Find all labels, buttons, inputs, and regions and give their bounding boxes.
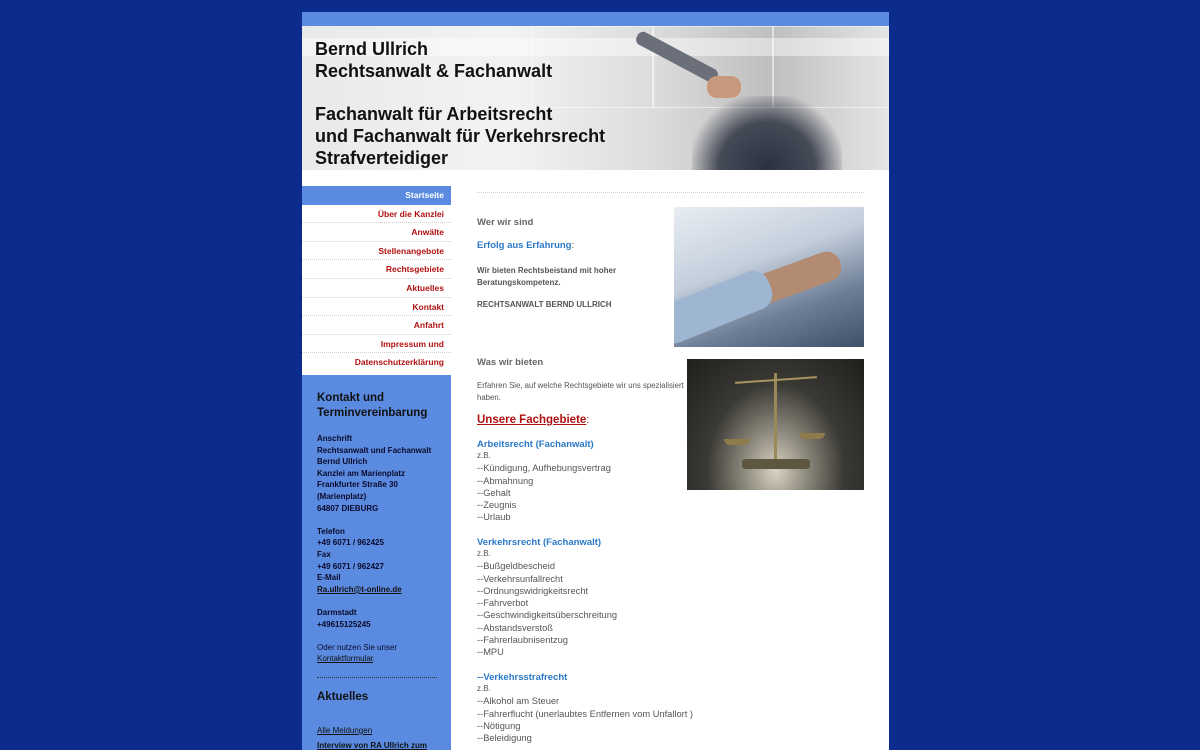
work-law-item: --Gehalt <box>477 487 511 498</box>
criminal-law-item: --Fahrerflucht (unerlaubtes Entfernen vom Unfallort ) <box>477 708 693 719</box>
news-item-link[interactable]: Interview von RA Ullrich zum <box>317 741 427 750</box>
nav-item-startseite[interactable]: Startseite <box>302 186 451 205</box>
specialty-line-1: Fachanwalt für Arbeitsrecht <box>315 104 553 124</box>
header-person-image <box>692 96 842 170</box>
traffic-law-zb: z.B. <box>477 549 491 558</box>
main-navigation <box>302 186 451 367</box>
criminal-law-prefix: -- <box>477 672 484 683</box>
section-offer-title: Was wir bieten <box>477 357 544 368</box>
traffic-law-item: --Fahrverbot <box>477 598 529 609</box>
email-link[interactable]: Ra.ullrich@t-online.de <box>317 584 402 594</box>
traffic-law-item: --Fahrerlaubnisentzug <box>477 635 568 646</box>
intro-line-1: Wir bieten Rechtsbeistand mit hoher <box>477 266 617 275</box>
fax-label: Fax <box>317 549 331 559</box>
criminal-law-item: --Beleidigung <box>477 733 532 744</box>
handshake-image <box>707 76 741 98</box>
header-banner <box>302 26 889 170</box>
handshake-photo <box>674 207 864 347</box>
sidebar-divider <box>317 677 437 678</box>
spacer <box>317 630 437 642</box>
traffic-law-title: Verkehrsrecht (Fachanwalt) <box>477 537 602 548</box>
second-city: Darmstadt <box>317 607 357 617</box>
news-heading: Aktuelles <box>317 690 369 703</box>
criminal-law-zb: z.B. <box>477 684 491 693</box>
top-accent-bar <box>302 12 889 26</box>
address-line: 64807 DIEBURG <box>317 503 379 513</box>
offer-line-1: Erfahren Sie, auf welche Rechtsgebiete wir uns spezialisiert <box>477 381 684 390</box>
nav-item-aktuelles[interactable]: Aktuelles <box>302 279 451 298</box>
specialty-line-3: Strafverteidiger <box>315 148 449 168</box>
site-owner-name: Bernd Ullrich <box>315 39 429 59</box>
fax-number: +49 6071 / 962427 <box>317 561 384 571</box>
tagline-colon: : <box>571 240 575 251</box>
page-container <box>302 12 889 750</box>
nav-item-rechtsgebiete[interactable]: Rechtsgebiete <box>302 260 451 279</box>
contact-form-text: Oder nutzen Sie unser <box>317 642 398 652</box>
traffic-law-item: --Verkehrsunfallrecht <box>477 573 563 584</box>
nav-item-anwaelte[interactable]: Anwälte <box>302 223 451 242</box>
offer-line-2: haben. <box>477 393 501 402</box>
areas-colon: : <box>586 414 590 426</box>
content-divider <box>477 192 864 193</box>
nav-item-anfahrt[interactable]: Anfahrt <box>302 316 451 335</box>
traffic-law-item: --Geschwindigkeitsüberschreitung <box>477 610 618 621</box>
nav-item-stellenangebote[interactable]: Stellenangebote <box>302 242 451 261</box>
contact-form-period: . <box>373 654 376 664</box>
section-who-title: Wer wir sind <box>477 217 534 228</box>
phone-number[interactable]: +49 6071 / 962425 <box>317 538 384 548</box>
spacer <box>317 595 437 607</box>
work-law-zb: z.B. <box>477 451 491 460</box>
work-law-item: --Abmahnung <box>477 475 534 486</box>
nav-item-kontakt[interactable]: Kontakt <box>302 298 451 317</box>
intro-line-2: Beratungskompetenz. <box>477 278 561 287</box>
contact-heading-line-2: Terminvereinbarung <box>317 407 428 419</box>
nav-item-impressum[interactable]: Impressum und Datenschutzerklärung <box>302 335 451 354</box>
contact-heading-line-1: Kontakt und <box>317 392 385 404</box>
work-law-item: --Kündigung, Aufhebungsvertrag <box>477 463 611 474</box>
scale-pan-right <box>799 433 825 439</box>
site-subtitle: Rechtsanwalt & Fachanwalt <box>315 61 553 81</box>
sidebar-contact <box>302 375 451 750</box>
traffic-law-item: --Bußgeldbescheid <box>477 561 556 572</box>
criminal-law-item: --Nötigung <box>477 720 521 731</box>
contact-heading <box>317 391 437 421</box>
phone-label: Telefon <box>317 526 345 536</box>
handshake-sleeve <box>674 266 777 347</box>
address-line: (Marienplatz) <box>317 491 367 501</box>
address-line: Frankfurter Straße 30 <box>317 480 398 490</box>
traffic-law-item: --Ordnungswidrigkeitsrecht <box>477 585 589 596</box>
contact-form-link[interactable]: Kontaktformular <box>317 654 374 664</box>
tagline: Erfolg aus Erfahrung <box>477 240 572 251</box>
criminal-law-title: Verkehrsstrafrecht <box>483 672 568 683</box>
address-line: Kanzlei am Marienplatz <box>317 468 406 478</box>
specialty-line-2: und Fachanwalt für Verkehrsrecht <box>315 126 606 146</box>
address-line: Anschrift <box>317 434 353 443</box>
traffic-law-item: --Abstandsverstoß <box>477 622 553 633</box>
criminal-law-item: --Alkohol am Steuer <box>477 696 560 707</box>
areas-link[interactable]: Unsere Fachgebiete <box>477 414 587 426</box>
email-label: E-Mail <box>317 573 341 583</box>
work-law-item: --Zeugnis <box>477 500 517 511</box>
work-law-item: --Urlaub <box>477 512 511 523</box>
work-law-title: Arbeitsrecht (Fachanwalt) <box>477 439 594 450</box>
signature: RECHTSANWALT BERND ULLRICH <box>477 300 612 309</box>
all-news-link[interactable]: Alle Meldungen <box>317 725 373 735</box>
traffic-law-item: --MPU <box>477 647 504 658</box>
address-line: Bernd Ullrich <box>317 457 368 467</box>
nav-item-ueber-die-kanzlei[interactable]: Über die Kanzlei <box>302 205 451 224</box>
address-line: Rechtsanwalt und Fachanwalt <box>317 445 432 455</box>
second-phone[interactable]: +49615125245 <box>317 619 371 629</box>
spacer <box>317 514 437 526</box>
